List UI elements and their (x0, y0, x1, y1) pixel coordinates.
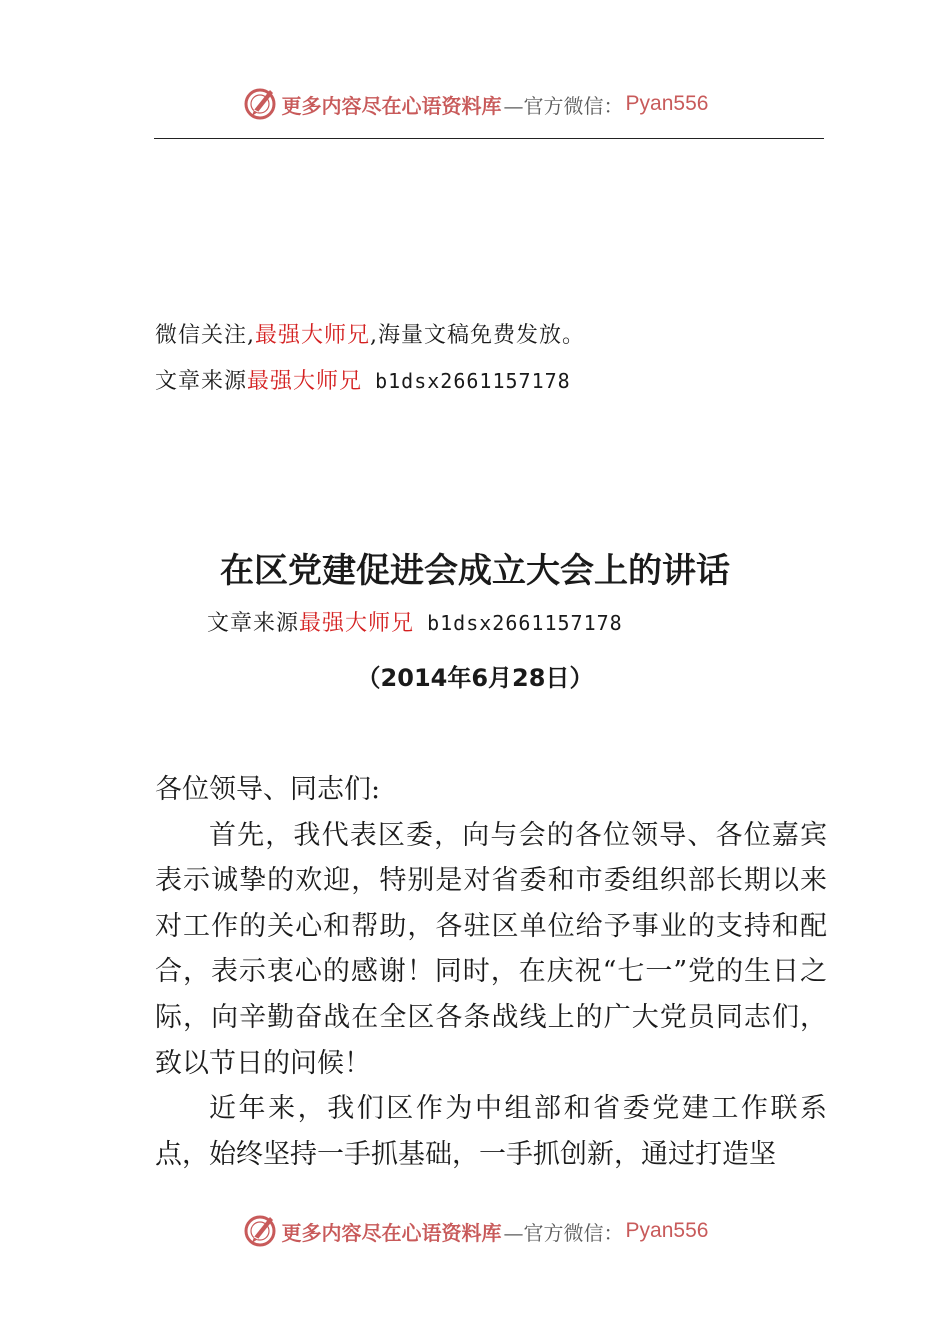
promo-line-2 (155, 366, 571, 397)
paragraph: 首先，我代表区委，向与会的各位领导、各位嘉宾表示诚挚的欢迎，特别是对省委和市委组织部长期以来对工作的关心和帮助，各驻区单位给予事业的支持和配合，表示衷心的感谢！同时，在庆祝“七一”党的生日之际，向辛勤奋战在全区各条战线上的广大党员同志们，致以节日的问候！ (155, 819, 827, 1079)
banner-official-label: —官方微信： (503, 1220, 624, 1245)
document-title: 在区党建促进会成立大会上的讲话 (220, 551, 730, 591)
banner-text: 更多内容尽在心语资料库 (281, 1220, 502, 1245)
header-banner (0, 84, 950, 124)
document-body (155, 767, 827, 1177)
banner-wechat-id: Pyan556 (625, 92, 709, 115)
footer-banner (0, 1211, 950, 1251)
promo-code: b1dsx2661157178 (362, 369, 571, 393)
quill-logo-icon (242, 1213, 278, 1249)
banner-official-label: —官方微信： (503, 93, 624, 118)
promo-highlight: 最强大师兄 (247, 369, 363, 394)
promo-highlight: 最强大师兄 (255, 323, 371, 348)
header-rule (154, 138, 824, 139)
salutation: 各位领导、同志们: (155, 774, 381, 805)
document-date: （2014年6月28日） (356, 664, 594, 692)
banner-wechat-id: Pyan556 (625, 1219, 709, 1242)
promo-text: ,海量文稿免费发放。 (370, 323, 586, 348)
promo-text: 文章来源 (155, 369, 248, 394)
banner-text: 更多内容尽在心语资料库 (281, 93, 502, 118)
quill-logo-icon (242, 86, 278, 122)
source-code: b1dsx2661157178 (414, 611, 623, 635)
source-highlight: 最强大师兄 (299, 611, 415, 636)
promo-text: 微信关注, (155, 323, 255, 348)
paragraph: 近年来，我们区作为中组部和省委党建工作联系点，始终坚持一手抓基础，一手抓创新，通过打造坚 (155, 1093, 827, 1170)
promo-line-1 (155, 321, 585, 351)
document-source (207, 608, 623, 639)
source-text: 文章来源 (207, 611, 300, 636)
